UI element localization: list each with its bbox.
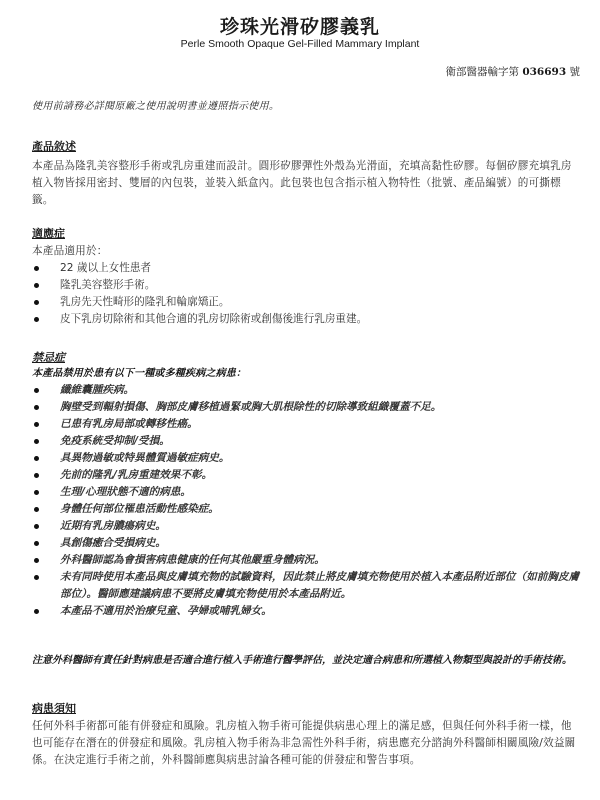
bullet-icon (34, 300, 39, 305)
bullet-icon (34, 317, 39, 322)
bullet-icon (34, 405, 39, 410)
document-subtitle: Perle Smooth Opaque Gel-Filled Mammary Implant (180, 38, 420, 50)
list-item: 隆乳美容整形手術。 (32, 277, 580, 294)
list-item: 已患有乳房局部或轉移性癌。 (32, 416, 580, 433)
section-indications (32, 225, 580, 328)
list-item: 未有同時使用本產品與皮膚填充物的試驗資料，因此禁止將皮膚填充物使用於植入本產品附近部位（如前胸皮膚部位）。醫師應建議病患不要將皮膚填充物使用於本產品附近。 (32, 569, 580, 603)
indications-intro: 本產品適用於： (32, 245, 108, 257)
patient-info-text: 任何外科手術都可能有併發症和風險。乳房植入物手術可能提供病患心理上的滿足感，但與任何外科手術一樣，他也可能存在潛在的併發症和風險。乳房植入物手術為非急需性外科手術，病患應充分諮詢外科醫師相關風險/效益關係。在決定進行手術之前，外科醫師應與病患討論各種可能的併發症和警告事項。 (32, 720, 576, 766)
list-item: 皮下乳房切除術和其他合適的乳房切除術或創傷後進行乳房重建。 (32, 311, 580, 328)
bullet-icon (34, 558, 39, 563)
list-item: 外科醫師認為會損害病患健康的任何其他嚴重身體病況。 (32, 552, 580, 569)
bullet-icon (34, 524, 39, 529)
indications-heading: 適應症 (32, 227, 65, 240)
list-item: 胸壁受到輻射損傷、胸部皮膚移植過緊或胸大肌根除性的切除導致組織覆蓋不足。 (32, 399, 580, 416)
indications-list (32, 260, 580, 328)
section-patient-info (32, 700, 580, 769)
list-item: 身體任何部位罹患活動性感染症。 (32, 501, 580, 518)
bullet-icon (34, 283, 39, 288)
list-item: 具異物過敏或特異體質過敏症病史。 (32, 450, 580, 467)
description-heading: 產品敘述 (32, 140, 76, 153)
list-item: 纖維囊腫疾病。 (32, 382, 580, 399)
bullet-icon (34, 541, 39, 546)
registration-label: 衛部醫器輸字第 (445, 66, 519, 78)
surgeon-note: 注意外科醫師有責任針對病患是否適合進行植入手術進行醫學評估，並決定適合病患和所選植入物類型與設計的手術技術。 (32, 655, 572, 666)
bullet-icon (34, 439, 39, 444)
list-item: 具創傷癒合受損病史。 (32, 535, 580, 552)
list-item: 乳房先天性畸形的隆乳和輪廓矯正。 (32, 294, 580, 311)
usage-instruction: 使用前請務必詳閱原廠之使用說明書並遵照指示使用。 (32, 101, 280, 112)
bullet-icon (34, 422, 39, 427)
bullet-icon (34, 490, 39, 495)
registration-value: 036693 (522, 66, 567, 78)
bullet-icon (34, 507, 39, 512)
list-item: 生理/心理狀態不適的病患。 (32, 484, 580, 501)
list-item: 先前的隆乳/乳房重建效果不彰。 (32, 467, 580, 484)
list-item: 22 歲以上女性患者 (32, 260, 580, 277)
registration-number (445, 64, 580, 79)
contraindications-heading: 禁忌症 (32, 351, 65, 364)
patient-info-heading: 病患須知 (32, 702, 76, 715)
document-title: 珍珠光滑矽膠義乳 (219, 16, 380, 38)
section-contraindications (32, 349, 580, 620)
section-description (32, 138, 580, 209)
contraindications-intro: 本產品禁用於患有以下一種或多種疾病之病患： (32, 368, 247, 379)
contraindications-list (32, 382, 580, 620)
list-item: 近期有乳房膿瘍病史。 (32, 518, 580, 535)
list-item: 免疫系統受抑制/受損。 (32, 433, 580, 450)
description-text: 本產品為隆乳美容整形手術或乳房重建而設計。圓形矽膠彈性外殼為光滑面，充填高黏性矽膠。每個矽膠充填乳房植入物皆採用密封、雙層的內包裝，並裝入紙盒內。此包裝也包含指示植入物特性（批號、產品編號）的可撕標籤。 (32, 160, 572, 206)
bullet-icon (34, 609, 39, 614)
registration-suffix: 號 (569, 66, 580, 78)
bullet-icon (34, 388, 39, 393)
bullet-icon (34, 456, 39, 461)
bullet-icon (34, 473, 39, 478)
bullet-icon (34, 266, 39, 271)
list-item: 本產品不適用於治療兒童、孕婦或哺乳婦女。 (32, 603, 580, 620)
bullet-icon (34, 575, 39, 580)
